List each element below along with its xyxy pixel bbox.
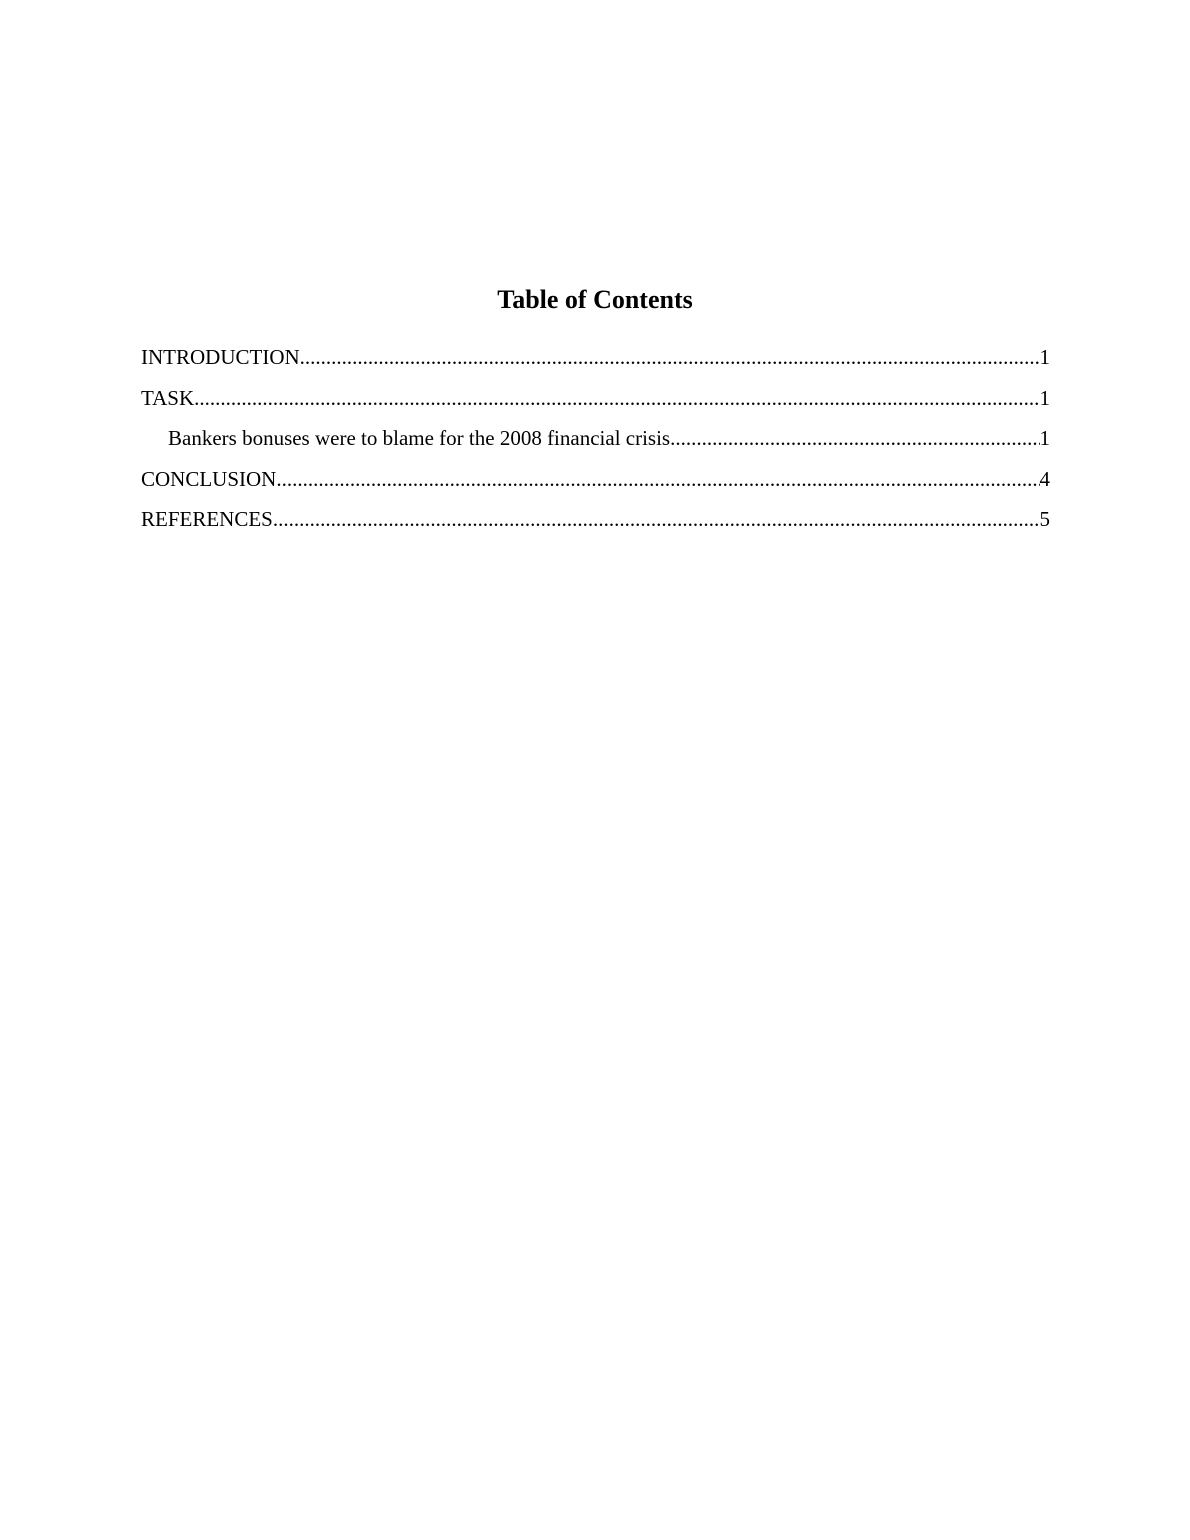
toc-dot-leader [670,422,1039,454]
toc-dot-leader [300,341,1040,373]
toc-entry-conclusion[interactable] [141,463,1050,504]
toc-dot-leader [273,503,1040,535]
toc-entry-label: CONCLUSION [141,466,277,491]
toc-entry-label: REFERENCES [141,507,273,531]
toc-entry-task[interactable] [141,382,1050,423]
toc-page-number: 1 [1039,426,1050,450]
toc-title: Table of Contents [497,285,693,314]
toc-entry-label: Bankers bonuses were to blame for the 2008 financial crisis [168,426,671,450]
toc-page-number: 5 [1039,507,1050,531]
table-of-contents [141,341,1050,544]
toc-entry-label: TASK [141,385,195,410]
toc-entry-introduction[interactable] [141,341,1050,382]
toc-page-number: 1 [1039,385,1050,410]
toc-page-number: 4 [1039,466,1050,491]
toc-entry-bankers-bonuses[interactable] [141,422,1050,463]
toc-dot-leader [194,382,1039,414]
toc-dot-leader [276,463,1039,495]
toc-entry-label: INTRODUCTION [141,345,300,369]
toc-entry-references[interactable] [141,503,1050,544]
toc-page-number: 1 [1039,345,1050,369]
